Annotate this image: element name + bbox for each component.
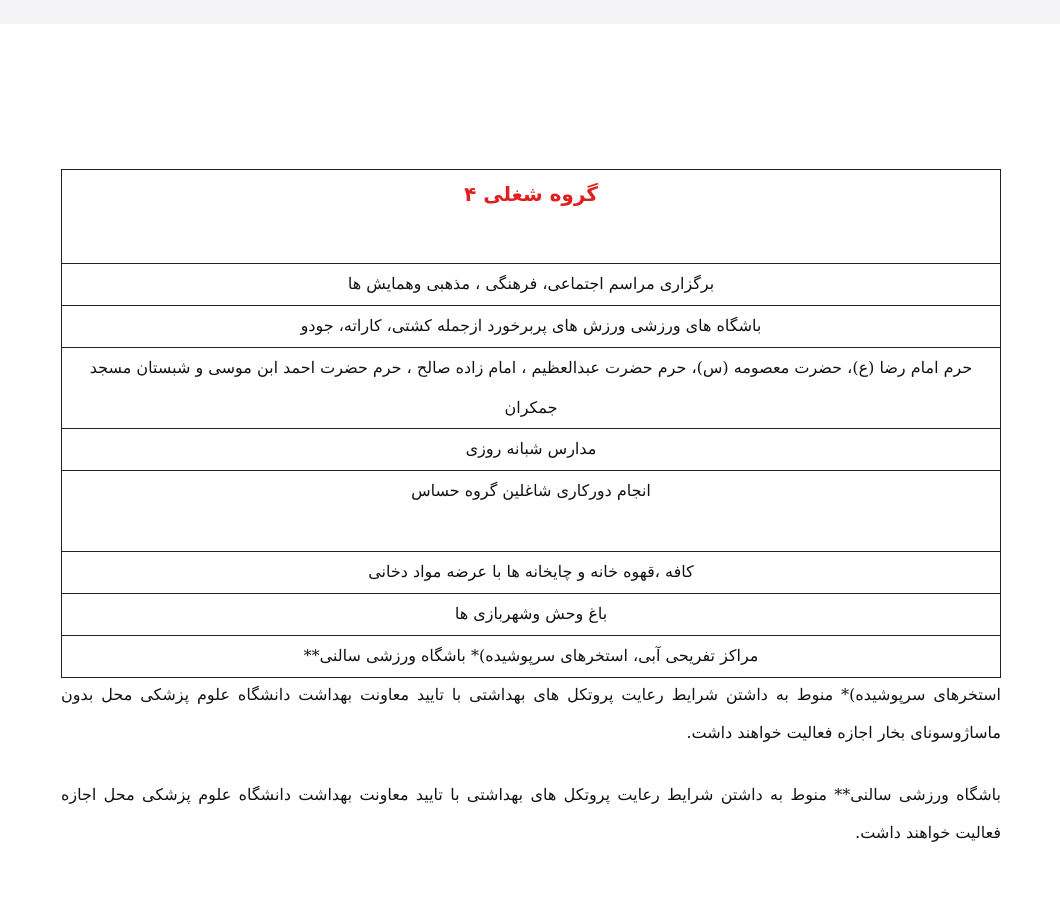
table-row	[62, 306, 1001, 348]
table-row	[62, 594, 1001, 636]
table-title-cell	[62, 170, 1001, 264]
table-title-row	[62, 170, 1001, 264]
occupation-group-table	[61, 169, 1001, 678]
table-cell: مراکز تفریحی آبی، استخرهای سرپوشیده)* باشگاه ورزشی سالنی**	[62, 636, 1001, 678]
table-cell: انجام دورکاری شاغلین گروه حساس	[62, 471, 1001, 552]
footnote-gyms: باشگاه ورزشی سالنی** منوط به داشتن شرایط رعایت پروتکل های بهداشتی با تایید معاونت بهداشت دانشگاه علوم پزشکی محل اجازه فعالیت خواهند داشت.	[61, 785, 1001, 842]
footnote-pools: استخرهای سرپوشیده)* منوط به داشتن شرایط رعایت پروتکل های بهداشتی با تایید معاونت بهداشت دانشگاه علوم پزشکی محل بدون ماساژوسونای بخار اجازه فعالیت خواهند داشت.	[61, 685, 1001, 742]
table-cell: باغ وحش وشهربازی ها	[62, 594, 1001, 636]
table-row	[62, 552, 1001, 594]
table-row	[62, 348, 1001, 429]
table-cell: کافه ،قهوه خانه و چایخانه ها با عرضه مواد دخانی	[62, 552, 1001, 594]
table-row	[62, 264, 1001, 306]
table-cell: مدارس شبانه روزی	[62, 429, 1001, 471]
footnotes	[61, 676, 1001, 852]
table-cell: برگزاری مراسم اجتماعی، فرهنگی ، مذهبی وهمایش ها	[62, 264, 1001, 306]
table-title: گروه شغلی ۴	[464, 182, 598, 206]
table-row	[62, 471, 1001, 552]
table-row	[62, 636, 1001, 678]
table-cell: حرم امام رضا (ع)، حضرت معصومه (س)، حرم حضرت عبدالعظیم ، امام زاده صالح ، حرم حضرت احمد ابن موسی و شبستان مسجد جمکران	[62, 348, 1001, 429]
top-strip	[0, 0, 1060, 24]
table-row	[62, 429, 1001, 471]
table-cell: باشگاه های ورزشی ورزش های پربرخورد ازجمله کشتی، کاراته، جودو	[62, 306, 1001, 348]
